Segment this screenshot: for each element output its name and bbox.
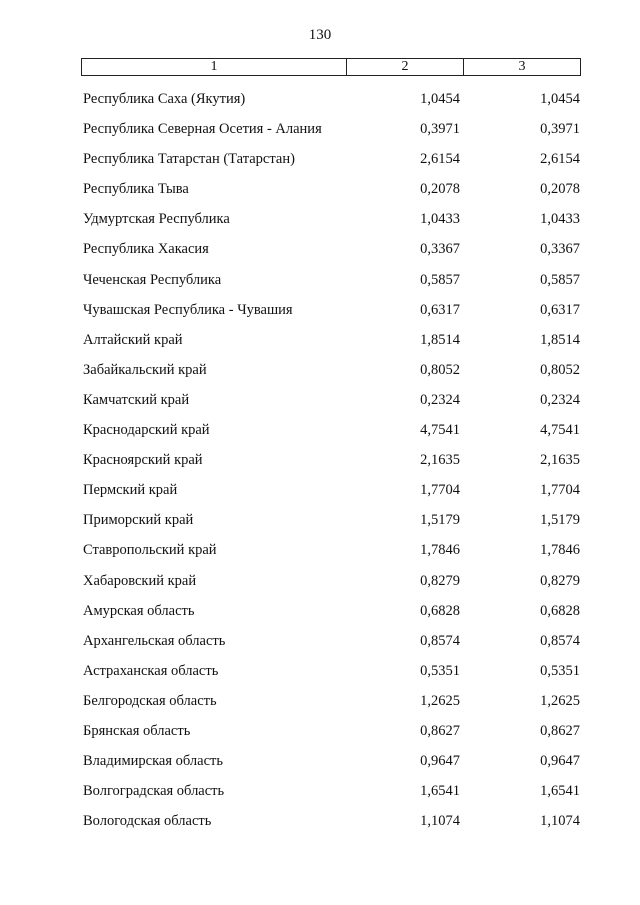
region-name: Республика Саха (Якутия) (83, 91, 246, 107)
value-col-3: 0,8279 (540, 572, 580, 589)
table-row (0, 686, 640, 716)
value-col-3: 0,8052 (540, 361, 580, 378)
value-col-3: 1,7846 (540, 542, 580, 559)
table-row (0, 84, 640, 114)
value-col-2: 1,8514 (420, 331, 460, 348)
value-col-3: 4,7541 (540, 422, 580, 439)
value-col-3: 0,5857 (540, 271, 580, 288)
value-col-3: 2,1635 (540, 452, 580, 469)
table-row (0, 806, 640, 836)
value-col-3: 1,6541 (540, 783, 580, 800)
table-row (0, 475, 640, 505)
table-row (0, 325, 640, 355)
region-name: Хабаровский край (83, 572, 197, 589)
table-row (0, 626, 640, 656)
region-name: Владимирская область (83, 753, 223, 770)
table-row (0, 385, 640, 415)
table-row (0, 234, 640, 264)
region-name: Красноярский край (83, 452, 203, 469)
value-col-3: 1,5179 (540, 512, 580, 529)
value-col-2: 1,5179 (420, 512, 460, 529)
value-col-2: 0,8279 (420, 572, 460, 589)
value-col-2: 0,5857 (420, 271, 460, 288)
region-name: Брянская область (83, 722, 191, 739)
table-row (0, 596, 640, 626)
value-col-2: 1,0454 (420, 91, 460, 107)
value-col-2: 0,3367 (420, 241, 460, 258)
value-col-2: 0,8574 (420, 632, 460, 649)
value-col-2: 1,1074 (420, 813, 460, 830)
region-name: Краснодарский край (83, 422, 210, 439)
table-row (0, 656, 640, 686)
value-col-3: 0,5351 (540, 662, 580, 679)
value-col-3: 1,7704 (540, 482, 580, 499)
value-col-2: 0,8627 (420, 722, 460, 739)
table-row (0, 535, 640, 565)
region-name: Республика Хакасия (83, 241, 209, 258)
table-body (0, 84, 640, 836)
value-col-2: 1,2625 (420, 692, 460, 709)
table-row (0, 566, 640, 596)
value-col-2: 0,8052 (420, 361, 460, 378)
region-name: Амурская область (83, 602, 195, 619)
value-col-3: 0,3971 (540, 121, 580, 138)
table-row (0, 776, 640, 806)
value-col-2: 2,6154 (420, 151, 460, 168)
table-row (0, 445, 640, 475)
value-col-3: 0,8627 (540, 722, 580, 739)
value-col-2: 1,0433 (420, 211, 460, 228)
value-col-2: 0,6828 (420, 602, 460, 619)
value-col-2: 0,6317 (420, 301, 460, 318)
region-name: Вологодская область (83, 813, 212, 830)
header-col-2: 2 (347, 59, 464, 75)
region-name: Камчатский край (83, 391, 190, 408)
region-name: Удмуртская Республика (83, 211, 230, 228)
region-name: Белгородская область (83, 692, 217, 709)
value-col-2: 1,6541 (420, 783, 460, 800)
region-name: Архангельская область (83, 632, 226, 649)
table-row (0, 716, 640, 746)
value-col-3: 1,2625 (540, 692, 580, 709)
region-name: Республика Тыва (83, 181, 189, 198)
region-name: Приморский край (83, 512, 194, 529)
region-name: Астраханская область (83, 662, 219, 679)
value-col-3: 1,0433 (540, 211, 580, 228)
header-col-3: 3 (518, 59, 526, 74)
region-name: Волгоградская область (83, 783, 225, 800)
value-col-3: 1,8514 (540, 331, 580, 348)
table-header (81, 58, 581, 76)
region-name: Пермский край (83, 482, 178, 499)
header-col-1: 1 (82, 59, 347, 75)
value-col-3: 0,2078 (540, 181, 580, 198)
table-row (0, 144, 640, 174)
value-col-3: 0,6828 (540, 602, 580, 619)
region-name: Алтайский край (83, 331, 183, 348)
table-row (0, 204, 640, 234)
table-row (0, 415, 640, 445)
region-name: Республика Татарстан (Татарстан) (83, 151, 295, 168)
value-col-3: 0,6317 (540, 301, 580, 318)
value-col-2: 4,7541 (420, 422, 460, 439)
table-row (0, 746, 640, 776)
value-col-2: 1,7846 (420, 542, 460, 559)
value-col-3: 2,6154 (540, 151, 580, 168)
table-row (0, 355, 640, 385)
value-col-2: 0,5351 (420, 662, 460, 679)
value-col-2: 2,1635 (420, 452, 460, 469)
value-col-3: 1,1074 (540, 813, 580, 830)
table-row (0, 174, 640, 204)
value-col-3: 0,8574 (540, 632, 580, 649)
region-name: Чувашская Республика - Чувашия (83, 301, 293, 318)
value-col-2: 1,7704 (420, 482, 460, 499)
value-col-2: 0,9647 (420, 753, 460, 770)
value-col-3: 0,9647 (540, 753, 580, 770)
table-row (0, 114, 640, 144)
region-name: Забайкальский край (83, 361, 207, 378)
value-col-3: 0,3367 (540, 241, 580, 258)
page-number: 130 (308, 27, 332, 43)
region-name: Чеченская Республика (83, 271, 222, 288)
value-col-2: 0,2324 (420, 391, 460, 408)
region-name: Ставропольский край (83, 542, 217, 559)
table-row (0, 265, 640, 295)
value-col-3: 1,0454 (540, 91, 580, 107)
value-col-3: 0,2324 (540, 391, 580, 408)
table-row (0, 295, 640, 325)
value-col-2: 0,2078 (420, 181, 460, 198)
value-col-2: 0,3971 (420, 121, 460, 138)
region-name: Республика Северная Осетия - Алания (83, 121, 322, 138)
table-row (0, 505, 640, 535)
